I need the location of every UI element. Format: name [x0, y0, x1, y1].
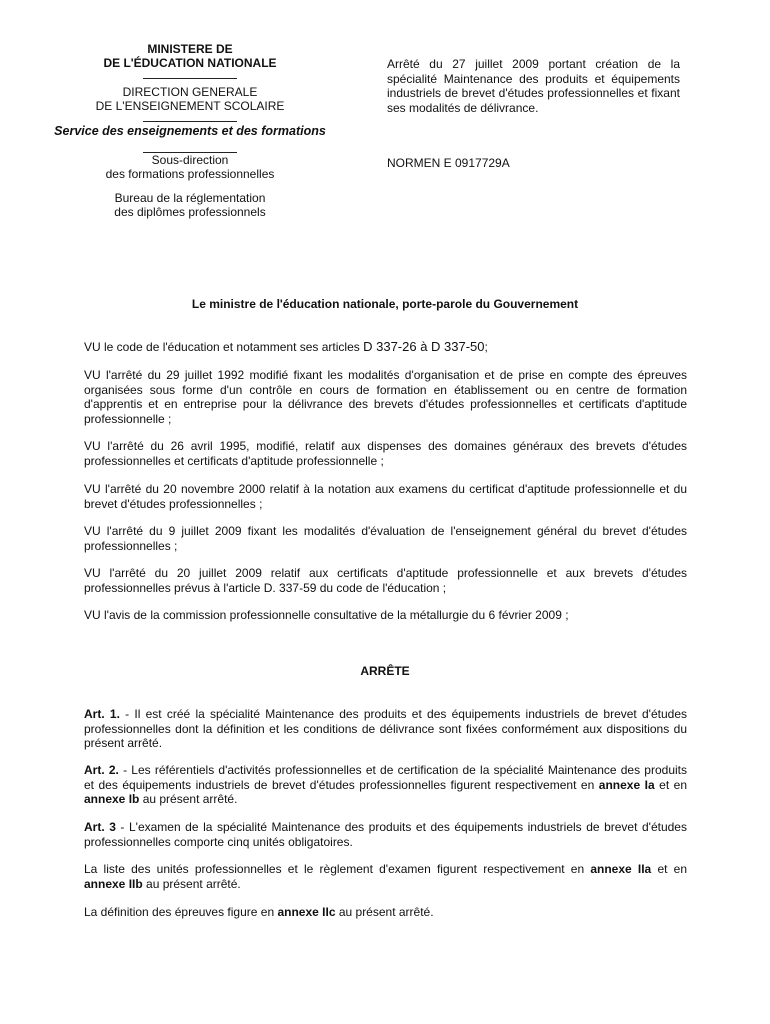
- direction-line-1: DIRECTION GENERALE: [122, 85, 258, 99]
- sous-direction-line-2: des formations professionnelles: [105, 167, 275, 181]
- annex-reference: annexe IIa: [590, 862, 652, 876]
- bureau-line-1: Bureau de la réglementation: [114, 191, 266, 205]
- divider-rule: [143, 72, 237, 79]
- decree-summary: Arrêté du 27 juillet 2009 portant création de la spécialité Maintenance des produits et équipements industriels de brevet d'études professionnelles et fixant ses modalités de délivrance.: [387, 57, 680, 115]
- bureau-line-2: des diplômes professionnels: [114, 205, 266, 219]
- annex-reference: annexe IIb: [84, 876, 143, 891]
- article-label: Art. 3: [84, 820, 116, 834]
- ministry-line-1: MINISTERE DE: [147, 42, 233, 56]
- annex-reference: annexe Ib: [84, 792, 140, 806]
- divider-rule: [143, 146, 237, 153]
- vu-paragraph: VU l'arrêté du 20 juillet 2009 relatif aux certificats d'aptitude professionnelle et aux brevets d'études professionnelles prévus à l'article D. 337-59 du code de l'éducation ;: [84, 566, 687, 595]
- vu-paragraph: VU le code de l'éducation et notamment ses articles D 337-26 à D 337-50;: [84, 339, 488, 354]
- annex-reference: annexe Ia: [598, 777, 655, 792]
- exam-units-paragraph: La liste des unités professionnelles et le règlement d'examen figurent respectivement en annexe IIa et en annexe IIb au présent arrêté.: [84, 862, 687, 891]
- service-line: Service des enseignements et des formations: [54, 124, 326, 138]
- minister-heading: Le ministre de l'éducation nationale, porte-parole du Gouvernement: [191, 297, 579, 311]
- article-2: Art. 2. - Les référentiels d'activités professionnelles et de certification de la spécialité Maintenance des produits et des équipements industriels de brevet d'études professionnelles figurent respectivement en annexe Ia et en annexe Ib au présent arrêté.: [84, 763, 687, 806]
- ministry-line-2: DE L'ÉDUCATION NATIONALE: [103, 56, 277, 70]
- direction-line-2: DE L'ENSEIGNEMENT SCOLAIRE: [95, 99, 285, 113]
- sous-direction-line-1: Sous-direction: [151, 153, 229, 167]
- nor-reference: NORMEN E 0917729A: [387, 156, 510, 170]
- article-3: Art. 3 - L'examen de la spécialité Maintenance des produits et des équipements industriels de brevet d'études professionnelles comporte cinq unités obligatoires.: [84, 820, 687, 849]
- vu-paragraph: VU l'arrêté du 9 juillet 2009 fixant les modalités d'évaluation de l'enseignement général du brevet d'études professionnelles ;: [84, 524, 687, 553]
- articles-reference: D 337-26 à D 337-50: [363, 339, 485, 354]
- article-label: Art. 2.: [84, 763, 119, 777]
- divider-rule: [143, 115, 237, 122]
- annex-reference: annexe IIc: [277, 905, 336, 919]
- article-1: Art. 1. - Il est créé la spécialité Maintenance des produits et des équipements industriels de brevet d'études professionnelles dont la définition et les conditions de délivrance sont fixées conformément aux dispositions du présent arrêté.: [84, 707, 687, 750]
- arrete-heading: ARRÊTE: [360, 664, 410, 678]
- exam-definition-paragraph: La définition des épreuves figure en annexe IIc au présent arrêté.: [84, 905, 434, 919]
- issuing-authority-block: [40, 42, 340, 219]
- article-label: Art. 1.: [84, 707, 120, 721]
- vu-paragraph: VU l'arrêté du 20 novembre 2000 relatif à la notation aux examens du certificat d'aptitude professionnelle et du brevet d'études professionnelles ;: [84, 482, 687, 511]
- vu-paragraph: VU l'arrêté du 29 juillet 1992 modifié fixant les modalités d'organisation et de prise en compte des épreuves organisées sous forme d'un contrôle en cours de formation en établissement ou en centre de formation d'apprentis et en entreprise pour la délivrance des brevets d'études professionnelles et certificats d'aptitude professionnelle ;: [84, 368, 687, 426]
- vu-paragraph: VU l'arrêté du 26 avril 1995, modifié, relatif aux dispenses des domaines généraux des brevets d'études professionnelles et certificats d'aptitude professionnelle ;: [84, 439, 687, 468]
- vu-paragraph: VU l'avis de la commission professionnelle consultative de la métallurgie du 6 février 2009 ;: [84, 608, 569, 622]
